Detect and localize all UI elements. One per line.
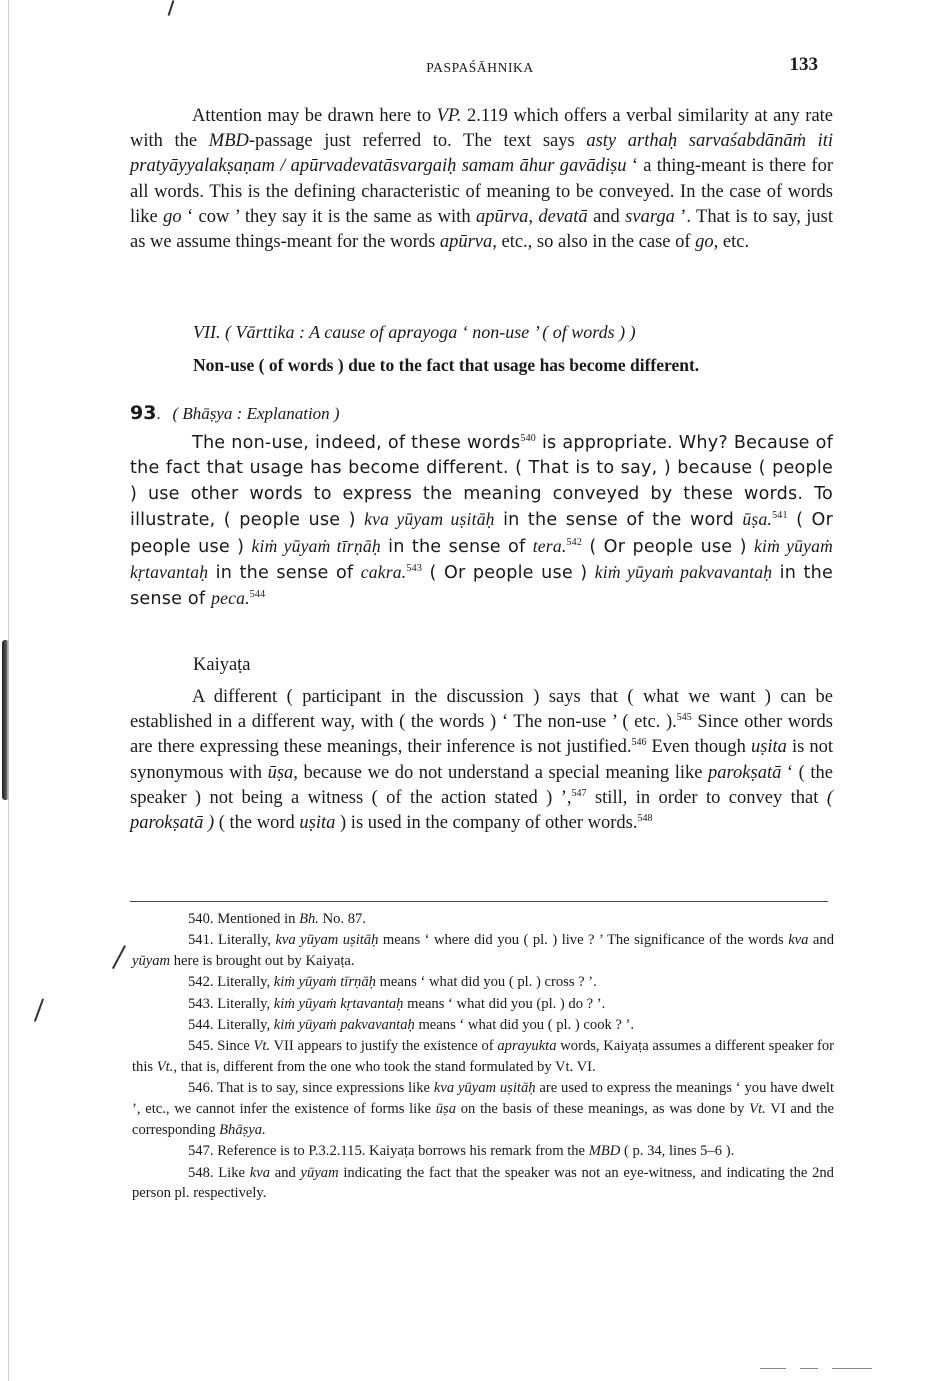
italic-term: kva [249,1164,271,1181]
italic-term: VP. [436,106,462,126]
text-run: ‘ cow ’ they say it is the same as with [181,206,476,227]
text-run: 542. Literally, [188,974,274,991]
italic-term: Bhāṣya. [219,1121,266,1138]
text-run: ) is used in the company of other words. [335,813,638,834]
text-run: and [270,1164,301,1181]
footnote-ref: 544 [249,589,266,601]
text-run: The non-use, indeed, of these words [192,433,521,453]
footnote [132,1163,834,1205]
text-run: ’. That is to say, just as we assume things-meant for the words [130,206,833,253]
footnote-ref: 541 [772,510,788,522]
text-run: Since other words are there expressing these meanings, their inference is not justified. [130,712,833,758]
section-heading [130,402,830,424]
text-run: Attention may be drawn here to [192,106,437,126]
italic-term: apūrva, [439,232,497,253]
italic-term: yūyam [132,953,171,970]
italic-term: kiṁ yūyaṁ kṛtavantaḥ [130,535,833,583]
italic-term: svarga [625,206,675,227]
italic-term: ( parokṣatā ) [130,787,833,834]
text-run: is appropriate. Why? Because of the fact that usage has become different. ( That is to say, ) because ( people ) use other words to express the meaning conveyed by these words. To illustrate, ( people use ) [130,433,834,531]
text-run: -passage just referred to. The text says [248,131,587,152]
italic-term: ūṣa [435,1101,457,1118]
italic-term: go [163,206,182,227]
italic-term: Vt. [253,1038,271,1055]
text-run: 543. Literally, [188,995,274,1012]
footnote [132,972,834,993]
italic-term: kiṁ yūyaṁ kṛtavantaḥ [273,995,404,1012]
page-number: 133 [789,54,818,75]
text-run: 541. Literally, [188,932,276,949]
pencil-mark [168,0,175,16]
footnote-ref: 548 [637,812,653,824]
running-title: PASPAŚĀHNIKA [426,60,534,75]
footnote-ref: 546 [631,737,647,749]
paragraph-kaiyata [130,685,833,836]
footnote [132,909,834,930]
text-run: ( p. 34, lines 5–6 ). [620,1143,735,1160]
text-run: etc. [718,232,750,253]
italic-term: uṣita [299,813,336,834]
text-run: words, Kaiyaṭa assumes a different speaker for this [132,1038,834,1076]
text-run: 2.119 which offers a verbal similarity at any rate with the [130,106,834,152]
italic-term: parokṣatā [708,762,782,783]
italic-term: kiṁ yūyaṁ pakvavantaḥ [273,1016,415,1033]
italic-term: asty arthaḥ sarvaśabdānāṁ iti pratyāyyalakṣaṇam / apūrvadevatāsvargaiḥ samam āhur gavādiṣu [130,131,833,177]
kaiyata-heading: Kaiyaṭa [193,655,251,675]
page-header [130,54,830,80]
italic-term: kva yūyam uṣitāḥ [364,509,495,530]
italic-term: yūyam [300,1164,339,1181]
scan-speck [760,1368,786,1369]
text-run: that is, different from the one who took the stand formulated by Vt. VI. [177,1059,596,1076]
italic-term: Vt. [749,1101,766,1118]
italic-term: tera. [532,535,567,556]
footnotes [132,909,834,1205]
text-run: ‘ a thing-meant is there for all words. This is the defining characteristic of meaning to be conveyed. In the case of words like [130,156,833,227]
text-run: ( Or people use ) [130,510,834,557]
text-run: ( Or people use ) [582,536,754,557]
italic-term: apūrva, devatā [475,206,588,227]
text-run: on the basis of these meanings, as was done by [456,1101,750,1118]
italic-term: aprayukta [497,1038,557,1055]
footnote-ref: 540 [520,433,537,445]
italic-term: kiṁ yūyaṁ tīrṇāḥ [251,535,381,556]
italic-term: peca. [211,588,250,609]
text-run: in the sense of [380,536,533,557]
pencil-mark [112,945,126,969]
text-run: VII appears to justify the existence of [270,1038,498,1055]
italic-term: go, [695,232,719,253]
text-run: 547. Reference is to P.3.2.115. Kaiyaṭa borrows his remark from the [188,1143,589,1160]
footnote [132,1036,834,1078]
paragraph-bhasya-translation [130,431,833,613]
text-run: means ‘ what did you ( pl. ) cook ? ’. [414,1016,635,1033]
text-run: 546. That is to say, since expressions like [188,1080,434,1097]
section-number: 93 [130,402,157,424]
text-run: 545. Since [188,1038,254,1055]
footnote-ref: 545 [676,712,692,724]
footnote [132,1078,834,1140]
italic-term: ūṣa, [267,762,298,783]
text-run: in the sense of the word [494,510,743,531]
text-run: ‘ ( the speaker ) not being a witness ( of the action stated ) ’, [130,762,833,808]
text-run: indicating the fact that the speaker was not an eye-witness, and indicating the 2nd person pl. respectively. [132,1164,834,1202]
footnote-ref: 543 [406,563,423,575]
section-title: ( Bhāṣya : Explanation ) [172,404,340,423]
text-run: because we do not understand a special meaning like [297,762,709,783]
italic-term: kva yūyam uṣitāḥ [275,932,379,949]
footnote [132,994,834,1015]
text-run: ( the word [214,813,300,834]
text-run: are used to express the meanings ‘ you have dwelt ’, etc., we cannot infer the existence of forms like [132,1080,834,1118]
paragraph-vp-reference [130,104,833,255]
footnote [132,1015,834,1036]
italic-term: kiṁ yūyaṁ tīrṇāḥ [273,974,376,991]
scan-speck [832,1368,872,1369]
italic-term: cakra. [360,562,407,583]
section-number-dot: . [156,406,161,423]
text-run: No. 87. [318,911,366,927]
italic-term: Bh. [299,911,319,927]
footnote-ref: 547 [571,787,587,799]
footnote [132,930,834,972]
footnote [132,1141,834,1162]
scan-edge-shadow [2,640,9,800]
text-run: and [808,932,834,949]
italic-term: ūṣa. [742,509,773,530]
varttika-text: Non-use ( of words ) due to the fact that usage has become different. [193,355,700,375]
varttika-heading: VII. ( Vārttika : A cause of aprayoga ‘ non-use ’ ( of words ) ) [193,322,636,342]
footnote-ref: 542 [566,536,583,548]
text-run: still, in order to convey that [586,787,827,808]
text-run: 540. Mentioned in [188,911,300,927]
text-run: in the sense of [208,563,361,584]
text-run: means ‘ what did you ( pl. ) cross ? ’. [375,974,597,991]
text-run: means ‘ where did you ( pl. ) live ? ’ The significance of the words [378,932,789,949]
text-run: is not synonymous with [130,737,833,783]
text-run: here is brought out by Kaiyaṭa. [170,953,355,970]
text-run: etc., so also in the case of [496,232,696,253]
footnote-rule [130,901,828,902]
scan-speck [800,1368,818,1369]
italic-term: kva yūyam uṣitāḥ [433,1080,536,1097]
italic-term: MBD [208,131,249,152]
italic-term: uṣita [750,737,787,758]
italic-term: Vt., [156,1059,178,1076]
text-run: 548. Like [188,1164,250,1181]
italic-term: kiṁ yūyaṁ pakvavantaḥ [594,562,773,583]
text-run: Even though [646,737,751,758]
pencil-mark [34,998,44,1021]
text-run: ( Or people use ) [422,563,595,584]
text-run: means ‘ what did you (pl. ) do ? ’. [403,995,606,1012]
text-run: VI and the corresponding [132,1101,834,1138]
text-run: A different ( participant in the discussion ) says that ( what we want ) can be established in a different way, with ( the words ) ‘ The non-use ’ ( etc. ). [130,687,833,733]
italic-term: kva [788,932,809,949]
italic-term: MBD [588,1143,621,1160]
text-run: 544. Literally, [188,1016,274,1033]
text-run: and [587,206,626,227]
text-run: in the sense of [130,563,833,610]
